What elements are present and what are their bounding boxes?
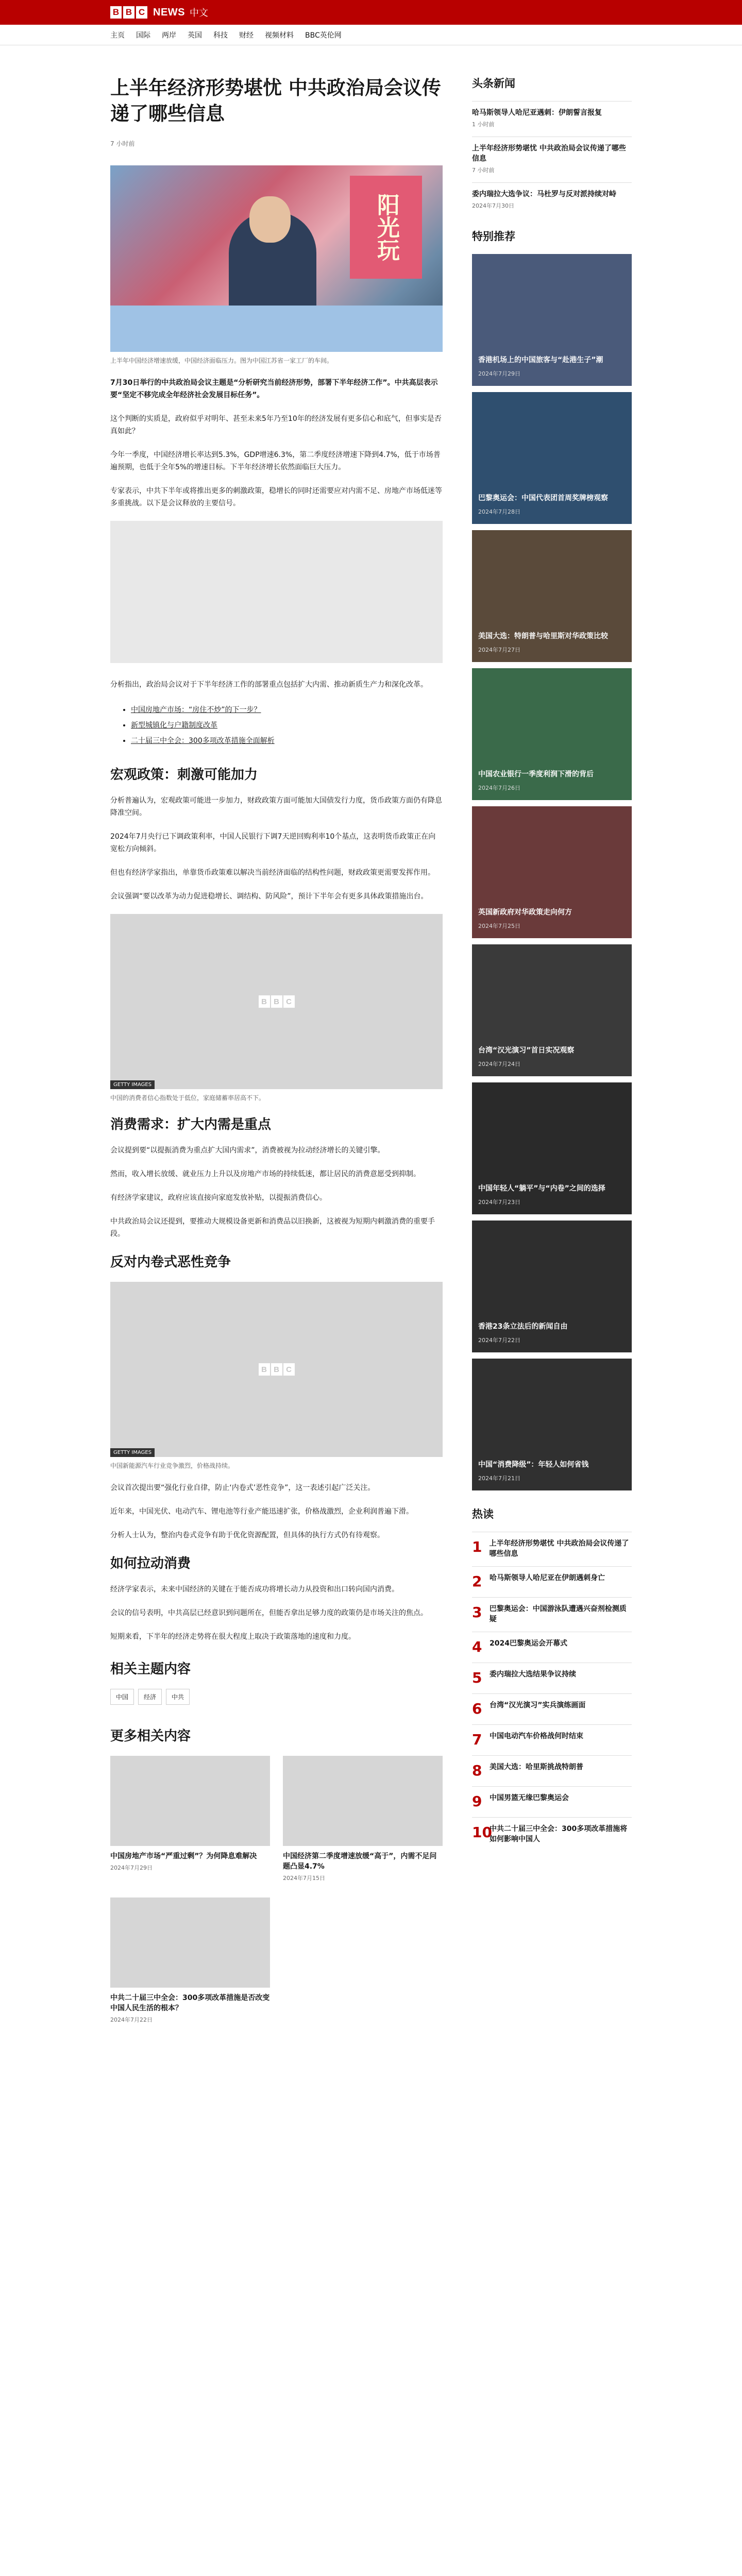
paragraph: 专家表示，中共下半年或将推出更多的刺激政策，稳增长的同时还需要应对内需不足、房地产市场低迷等多重挑战。以下是会议释放的主要信号。 — [110, 487, 442, 507]
card-image-placeholder — [283, 1756, 443, 1846]
logo-block-b2: B — [123, 6, 134, 19]
card-title[interactable]: 中国经济第二季度增速放缓“高于”，内需不足问题凸显4.7% — [283, 1852, 437, 1871]
paragraph: 会议强调“要以改革为动力促进稳增长、调结构、防风险”，预计下半年会有更多具体政策措施出台。 — [110, 892, 428, 901]
most-read-title[interactable]: 2024巴黎奥运会开幕式 — [490, 1639, 567, 1648]
feature-title[interactable]: 巴黎奥运会：中国代表团首周奖牌榜观察 — [478, 494, 608, 502]
logo-block-b1: B — [259, 995, 270, 1008]
most-read-item[interactable] — [472, 1755, 632, 1786]
most-read-item[interactable] — [472, 1663, 632, 1693]
section-heading-compete: 反对内卷式恶性竞争 — [110, 1255, 231, 1270]
hero-face — [249, 196, 291, 243]
main-nav — [0, 25, 742, 45]
more-card[interactable] — [110, 1756, 270, 1882]
list-item — [131, 718, 443, 733]
image-caption: 中国新能源汽车行业竞争激烈，价格战持续。 — [110, 1462, 234, 1469]
logo-block-b2: B — [271, 1363, 282, 1376]
feature-card[interactable] — [472, 530, 632, 662]
rank-number: 10 — [472, 1824, 492, 1841]
paragraph: 中共政治局会议还提到，要推动大规模设备更新和消费品以旧换新，这被视为短期内刺激消费的重要手段。 — [110, 1217, 435, 1238]
feature-card[interactable] — [472, 806, 632, 938]
lead-paragraph: 7月30日举行的中共政治局会议主题是“分析研究当前经济形势，部署下半年经济工作”。中共高层表示要“坚定不移完成全年经济社会发展目标任务”。 — [110, 379, 438, 399]
card-date: 2024年7月29日 — [110, 1865, 153, 1871]
rank-number: 2 — [472, 1573, 482, 1590]
headline-item[interactable] — [472, 137, 632, 182]
most-read-title[interactable]: 中国男篮无缘巴黎奥运会 — [490, 1794, 569, 1802]
hero-caption: 上半年中国经济增速放缓，中国经济面临压力。图为中国江苏省一家工厂的车间。 — [110, 357, 333, 364]
paragraph: 分析指出，政治局会议对于下半年经济工作的部署重点包括扩大内需、推动新质生产力和深化改革。 — [110, 681, 428, 689]
headline-date: 2024年7月30日 — [472, 202, 514, 209]
feature-date: 2024年7月25日 — [478, 923, 520, 929]
feature-date: 2024年7月23日 — [478, 1199, 520, 1206]
headline-title[interactable]: 哈马斯领导人哈尼亚遇刺：伊朗誓言报复 — [472, 109, 602, 117]
hero-image — [110, 165, 443, 352]
nav-item-cross-strait[interactable]: 两岸 — [162, 31, 176, 40]
most-read-heading: 热读 — [472, 1508, 494, 1520]
more-content-grid — [110, 1756, 443, 2024]
section-heading-people: 消费需求：扩大内需是重点 — [110, 1117, 272, 1132]
card-image-placeholder — [110, 1756, 270, 1846]
section-heading-policy: 宏观政策：刺激可能加力 — [110, 767, 258, 783]
rank-number: 6 — [472, 1700, 482, 1717]
nav-item-uk[interactable]: 英国 — [188, 31, 202, 40]
list-item — [131, 702, 443, 718]
most-read-item[interactable] — [472, 1817, 632, 1852]
most-read-title[interactable]: 哈马斯领导人哈尼亚在伊朗遇刺身亡 — [490, 1574, 605, 1582]
paragraph: 2024年7月央行已下调政策利率，中国人民银行下调7天逆回购利率10个基点，这表明货币政策正在向宽松方向倾斜。 — [110, 833, 436, 853]
feature-date: 2024年7月24日 — [478, 1061, 520, 1067]
topic-tag[interactable]: 经济 — [138, 1689, 162, 1705]
paragraph: 分析普遍认为，宏观政策可能进一步加力，财政政策方面可能加大国债发行力度，货币政策方面仍有降息降准空间。 — [110, 796, 442, 817]
image-credit: GETTY IMAGES — [110, 1080, 155, 1089]
most-read-title[interactable]: 上半年经济形势堪忧 中共政治局会议传递了哪些信息 — [489, 1539, 629, 1558]
article-image-placeholder — [110, 914, 443, 1089]
features-list — [472, 254, 632, 1490]
rank-number: 7 — [472, 1731, 482, 1748]
brand-language: 中文 — [190, 8, 208, 19]
feature-date: 2024年7月27日 — [478, 647, 520, 653]
paragraph: 近年来，中国光伏、电动汽车、锂电池等行业产能迅速扩张，价格战激烈，企业利润普遍下滑。 — [110, 1507, 413, 1516]
headline-date: 7 小时前 — [472, 167, 495, 174]
related-links — [131, 702, 443, 749]
logo-block-b2: B — [271, 995, 282, 1008]
most-read-title[interactable]: 美国大选：哈里斯挑战特朗普 — [490, 1763, 583, 1771]
more-content-heading: 更多相关内容 — [110, 1728, 191, 1744]
article-title: 上半年经济形势堪忧 中共政治局会议传递了哪些信息 — [110, 77, 441, 125]
logo-block-c: C — [283, 1363, 295, 1376]
headline-title[interactable]: 上半年经济形势堪忧 中共政治局会议传递了哪些信息 — [472, 144, 626, 163]
most-read-title[interactable]: 中国电动汽车价格战何时结束 — [490, 1732, 583, 1740]
headlines-heading: 头条新闻 — [472, 77, 515, 90]
related-link[interactable]: 中国房地产市场：“房住不炒”的下一步？ — [131, 706, 261, 714]
bbc-logo[interactable] — [110, 6, 208, 19]
most-read-title[interactable]: 台湾“汉光演习”实兵演练画面 — [490, 1701, 586, 1709]
more-card[interactable] — [110, 1897, 270, 2024]
feature-card[interactable] — [472, 944, 632, 1076]
feature-title[interactable]: 中国“消费降级”：年轻人如何省钱 — [478, 1461, 589, 1469]
feature-title[interactable]: 中国农业银行一季度利润下滑的背后 — [478, 770, 594, 778]
feature-card[interactable] — [472, 1359, 632, 1490]
feature-date: 2024年7月29日 — [478, 370, 520, 377]
feature-card[interactable] — [472, 254, 632, 386]
feature-card[interactable] — [472, 1082, 632, 1214]
most-read-item[interactable] — [472, 1532, 632, 1566]
paragraph: 会议首次提出要“强化行业自律，防止‘内卷式’恶性竞争”，这一表述引起广泛关注。 — [110, 1484, 375, 1492]
feature-title[interactable]: 英国新政府对华政策走向何方 — [478, 908, 572, 917]
paragraph: 会议提到要“以提振消费为重点扩大国内需求”，消费被视为拉动经济增长的关键引擎。 — [110, 1146, 385, 1155]
feature-title[interactable]: 台湾“汉光演习”首日实况观察 — [478, 1046, 575, 1055]
logo-block-b1: B — [110, 6, 122, 19]
hero-banner: 阳光玩 — [350, 176, 422, 279]
nav-item-world[interactable]: 国际 — [136, 31, 150, 40]
paragraph: 短期来看，下半年的经济走势将在很大程度上取决于政策落地的速度和力度。 — [110, 1633, 356, 1641]
article — [110, 75, 443, 2024]
nav-item-home[interactable]: 主页 — [110, 31, 125, 40]
logo-block-c: C — [136, 6, 147, 19]
image-caption: 中国的消费者信心指数处于低位，家庭储蓄率居高不下。 — [110, 1094, 265, 1101]
headline-item[interactable] — [472, 182, 632, 218]
logo-block-c: C — [283, 995, 295, 1008]
paragraph: 今年一季度，中国经济增长率达到5.3%，GDP增速6.3%，第二季度经济增速下降到4.7%，低于市场普遍预期，也低于全年5%的增速目标。下半年经济增长依然面临巨大压力。 — [110, 451, 441, 471]
card-title[interactable]: 中共二十届三中全会：300多项改革措施是否改变中国人民生活的根本？ — [110, 1994, 270, 2012]
paragraph: 分析人士认为，整治内卷式竞争有助于优化资源配置，但具体的执行方式仍有待观察。 — [110, 1531, 384, 1539]
paragraph: 然而，收入增长放缓、就业压力上升以及房地产市场的持续低迷，都让居民的消费意愿受到抑制。 — [110, 1170, 420, 1178]
card-date: 2024年7月15日 — [283, 1875, 325, 1882]
brand-name: NEWS — [153, 6, 185, 18]
headline-title[interactable]: 委内瑞拉大选争议：马杜罗与反对派持续对峙 — [472, 190, 616, 198]
paragraph: 但也有经济学家指出，单靠货币政策难以解决当前经济面临的结构性问题，财政政策更需要发挥作用。 — [110, 869, 435, 877]
list-item — [131, 733, 443, 749]
feature-date: 2024年7月26日 — [478, 785, 520, 791]
bbc-placeholder-logo — [259, 1363, 295, 1376]
nav-item-bbc-uk[interactable]: BBC英伦网 — [305, 31, 342, 40]
article-date: 7 小时前 — [110, 140, 135, 147]
card-image-placeholder — [110, 1897, 270, 1988]
more-card[interactable] — [283, 1756, 443, 1882]
feature-card[interactable] — [472, 392, 632, 524]
most-read-item[interactable] — [472, 1632, 632, 1663]
feature-title[interactable]: 香港机场上的中国旅客与“赴港生子”潮 — [478, 356, 603, 364]
logo-block-b1: B — [259, 1363, 270, 1376]
ad-placeholder — [110, 521, 443, 663]
rank-number: 9 — [472, 1793, 482, 1810]
rank-number: 4 — [472, 1638, 482, 1655]
bbc-placeholder-logo — [259, 995, 295, 1008]
topic-tag[interactable]: 中共 — [166, 1689, 190, 1705]
feature-title[interactable]: 香港23条立法后的新闻自由 — [478, 1323, 568, 1331]
feature-card[interactable] — [472, 668, 632, 800]
features-heading: 特别推荐 — [472, 230, 515, 243]
most-read-item[interactable] — [472, 1597, 632, 1632]
image-credit: GETTY IMAGES — [110, 1448, 155, 1457]
rank-number: 3 — [472, 1604, 482, 1621]
paragraph: 有经济学家建议，政府应该直接向家庭发放补贴，以提振消费信心。 — [110, 1194, 327, 1202]
most-read-list — [472, 1532, 632, 1852]
hero-table — [110, 306, 443, 352]
sidebar — [472, 75, 632, 2024]
most-read-title[interactable]: 巴黎奥运会：中国游泳队遭遇兴奋剂检测质疑 — [489, 1605, 627, 1623]
most-read — [472, 1506, 632, 1852]
related-topics-heading: 相关主题内容 — [110, 1662, 191, 1677]
headline-date: 1 小时前 — [472, 121, 495, 128]
paragraph: 经济学家表示，未来中国经济的关键在于能否成功将增长动力从投资和出口转向国内消费。 — [110, 1585, 399, 1594]
feature-title[interactable]: 美国大选：特朗普与哈里斯对华政策比较 — [478, 632, 608, 640]
section-heading-future: 如何拉动消费 — [110, 1556, 191, 1571]
related-link[interactable]: 二十届三中全会：300多项改革措施全面解析 — [131, 737, 275, 745]
headline-item[interactable] — [472, 101, 632, 137]
topic-tags — [110, 1689, 443, 1705]
feature-date: 2024年7月22日 — [478, 1337, 520, 1344]
nav-item-tech[interactable]: 科技 — [213, 31, 228, 40]
card-date: 2024年7月22日 — [110, 2016, 153, 2023]
rank-number: 1 — [472, 1538, 482, 1555]
nav-item-video[interactable]: 视频材料 — [265, 31, 294, 40]
most-read-item[interactable] — [472, 1724, 632, 1755]
topic-tag[interactable]: 中国 — [110, 1689, 134, 1705]
paragraph: 这个判断的实质是，政府似乎对明年、甚至未来5年乃至10年的经济发展有更多信心和底气，但事实是否真如此？ — [110, 415, 442, 435]
most-read-title[interactable]: 中共二十届三中全会：300多项改革措施将如何影响中国人 — [490, 1825, 628, 1843]
most-read-item[interactable] — [472, 1566, 632, 1597]
most-read-item[interactable] — [472, 1693, 632, 1724]
feature-title[interactable]: 中国年轻人“躺平”与“内卷”之间的选择 — [478, 1184, 605, 1193]
article-image-placeholder — [110, 1282, 443, 1457]
nav-item-finance[interactable]: 财经 — [239, 31, 254, 40]
feature-date: 2024年7月21日 — [478, 1475, 520, 1482]
most-read-title[interactable]: 委内瑞拉大选结果争议持续 — [490, 1670, 576, 1679]
rank-number: 5 — [472, 1669, 482, 1686]
related-link[interactable]: 新型城镇化与户籍制度改革 — [131, 721, 217, 730]
top-bar — [0, 0, 742, 25]
rank-number: 8 — [472, 1762, 482, 1779]
feature-date: 2024年7月28日 — [478, 509, 520, 515]
most-read-item[interactable] — [472, 1786, 632, 1817]
feature-card[interactable] — [472, 1221, 632, 1352]
card-title[interactable]: 中国房地产市场“严重过剩”？为何降息难解决 — [110, 1852, 257, 1860]
paragraph: 会议的信号表明，中共高层已经意识到问题所在，但能否拿出足够力度的政策仍是市场关注的焦点。 — [110, 1609, 428, 1617]
